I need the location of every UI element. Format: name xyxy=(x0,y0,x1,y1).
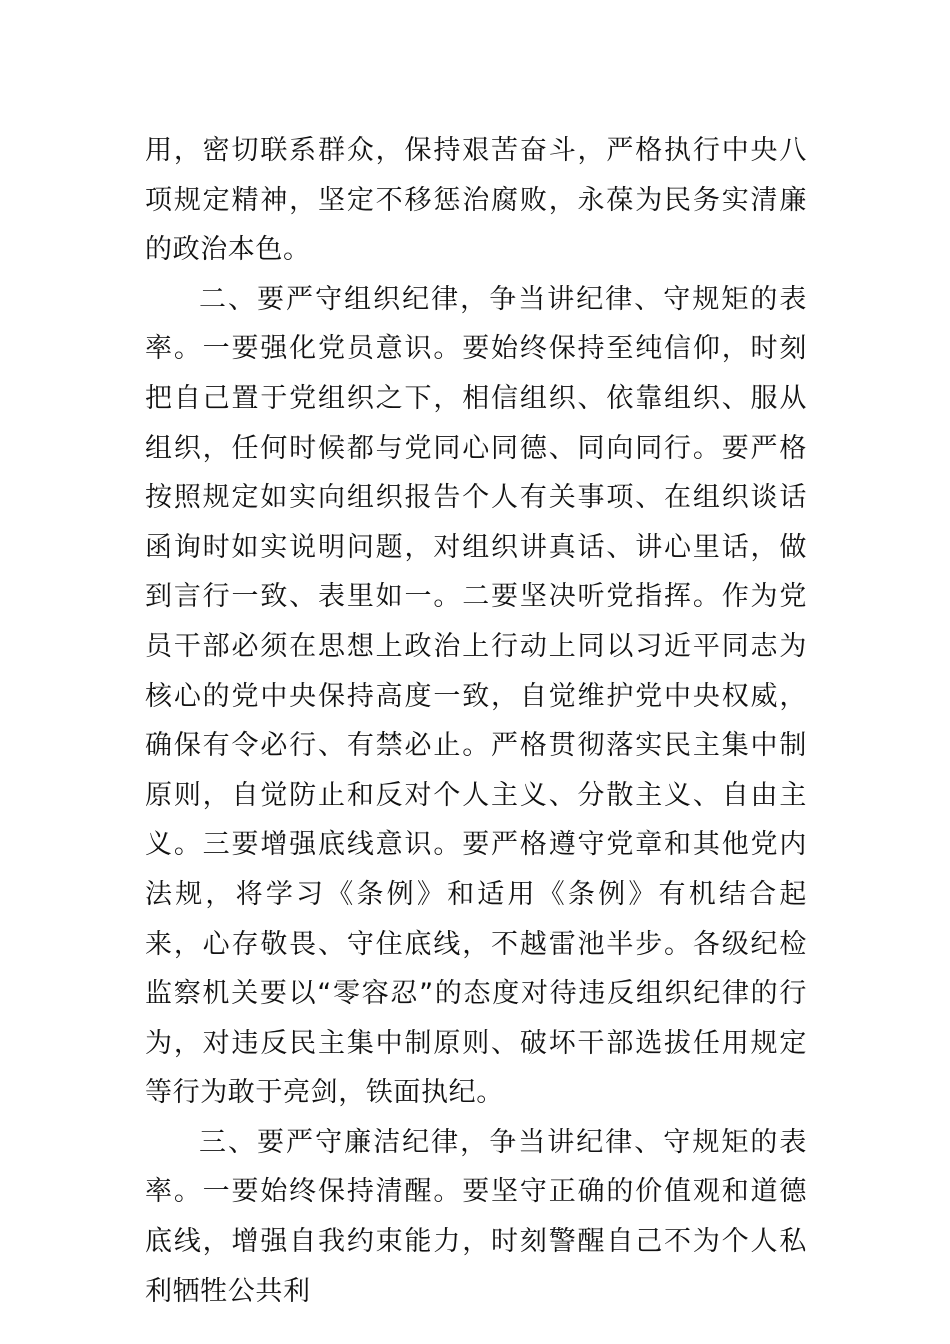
paragraph-organization-discipline: 二、要严守组织纪律，争当讲纪律、守规矩的表率。一要强化党员意识。要始终保持至纯信仰，时刻把自己置于党组织之下，相信组织、依靠组织、服从组织，任何时候都与党同心同德、同向同行。要严格按照规定如实向组织报告个人有关事项、在组织谈话函询时如实说明问题，对组织讲真话、讲心里话，做到言行一致、表里如一。二要坚决听党指挥。作为党员干部必须在思想上政治上行动上同以习近平同志为核心的党中央保持高度一致，自觉维护党中央权威，确保有令必行、有禁必止。严格贯彻落实民主集中制原则，自觉防止和反对个人主义、分散主义、自由主义。三要增强底线意识。要严格遵守党章和其他党内法规，将学习《条例》和适用《条例》有机结合起来，心存敬畏、守住底线，不越雷池半步。各级纪检监察机关要以“零容忍”的态度对待违反组织纪律的行为，对违反民主集中制原则、破坏干部选拔任用规定等行为敢于亮剑，铁面执纪。 xyxy=(145,283,807,1109)
paragraph-integrity-discipline: 三、要严守廉洁纪律，争当讲纪律、守规矩的表率。一要始终保持清醒。要坚守正确的价值观和道德底线，增强自我约束能力，时刻警醒自己不为个人私利牺牲公共利 xyxy=(145,1126,807,1307)
document-body xyxy=(145,126,807,1316)
paragraph-continuation: 用，密切联系群众，保持艰苦奋斗，严格执行中央八项规定精神，坚定不移惩治腐败，永葆为民务实清廉的政治本色。 xyxy=(145,135,807,266)
